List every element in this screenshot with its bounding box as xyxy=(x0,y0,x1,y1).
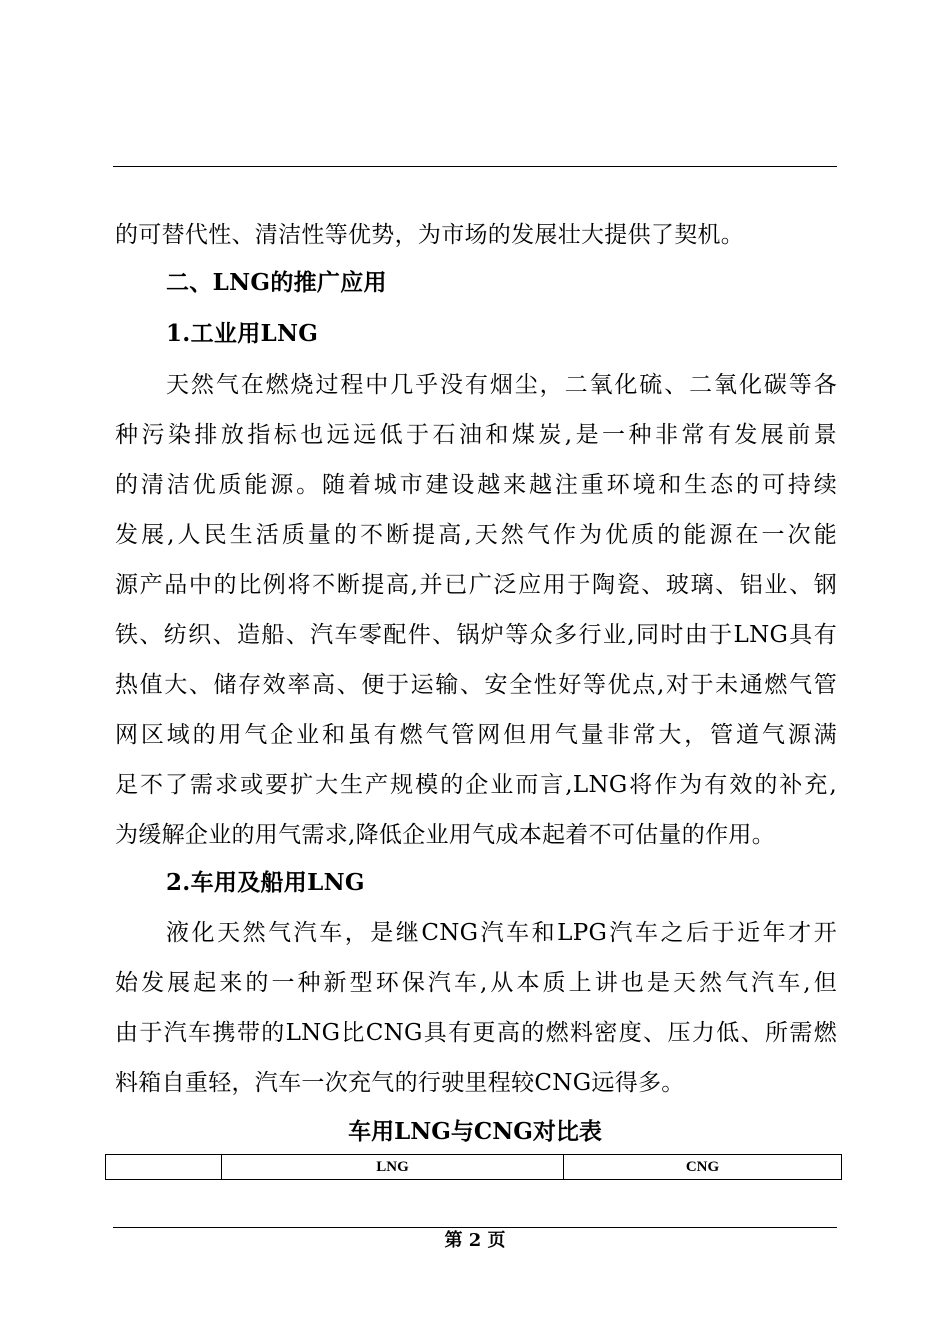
comparison-table xyxy=(105,1154,842,1180)
paragraph-line: 由于汽车携带的LNG比CNG具有更高的燃料密度、压力低、所需燃 xyxy=(115,1020,837,1046)
paragraph-line: 的可替代性、清洁性等优势，为市场的发展壮大提供了契机。 xyxy=(115,222,745,248)
header-rule xyxy=(113,166,837,167)
subsection-heading: 2.车用及船用LNG xyxy=(166,869,365,896)
paragraph-line: 网区域的用气企业和虽有燃气管网但用气量非常大，管道气源满 xyxy=(115,722,837,748)
paragraph-line: 的清洁优质能源。随着城市建设越来越注重环境和生态的可持续 xyxy=(115,472,837,498)
table-header-cell: LNG xyxy=(222,1155,564,1180)
paragraph-line: 天然气在燃烧过程中几乎没有烟尘，二氧化硫、二氧化碳等各 xyxy=(166,372,837,398)
footer-rule xyxy=(113,1227,837,1228)
paragraph-line: 种污染排放指标也远远低于石油和煤炭,是一种非常有发展前景 xyxy=(115,422,837,448)
section-heading: 二、LNG的推广应用 xyxy=(166,269,387,296)
paragraph-line: 料箱自重轻，汽车一次充气的行驶里程较CNG远得多。 xyxy=(115,1070,685,1096)
paragraph-line: 热值大、储存效率高、便于运输、安全性好等优点,对于未通燃气管 xyxy=(115,672,837,698)
paragraph-line: 足不了需求或要扩大生产规模的企业而言,LNG将作为有效的补充, xyxy=(115,772,837,798)
table-header-row xyxy=(106,1155,842,1180)
paragraph-line: 液化天然气汽车，是继CNG汽车和LPG汽车之后于近年才开 xyxy=(166,920,837,946)
paragraph-line: 为缓解企业的用气需求,降低企业用气成本起着不可估量的作用。 xyxy=(115,822,776,848)
table-header-cell xyxy=(106,1155,222,1180)
paragraph-line: 发展,人民生活质量的不断提高,天然气作为优质的能源在一次能 xyxy=(115,522,837,548)
paragraph-line: 铁、纺织、造船、汽车零配件、锅炉等众多行业,同时由于LNG具有 xyxy=(115,622,837,648)
table-header-cell: CNG xyxy=(564,1155,842,1180)
paragraph-line: 始发展起来的一种新型环保汽车,从本质上讲也是天然气汽车,但 xyxy=(115,970,837,996)
table-caption: 车用LNG与CNG对比表 xyxy=(348,1118,602,1145)
page-number: 第 2 页 xyxy=(444,1230,506,1251)
paragraph-line: 源产品中的比例将不断提高,并已广泛应用于陶瓷、玻璃、铝业、钢 xyxy=(115,572,837,598)
subsection-heading: 1.工业用LNG xyxy=(166,320,319,347)
